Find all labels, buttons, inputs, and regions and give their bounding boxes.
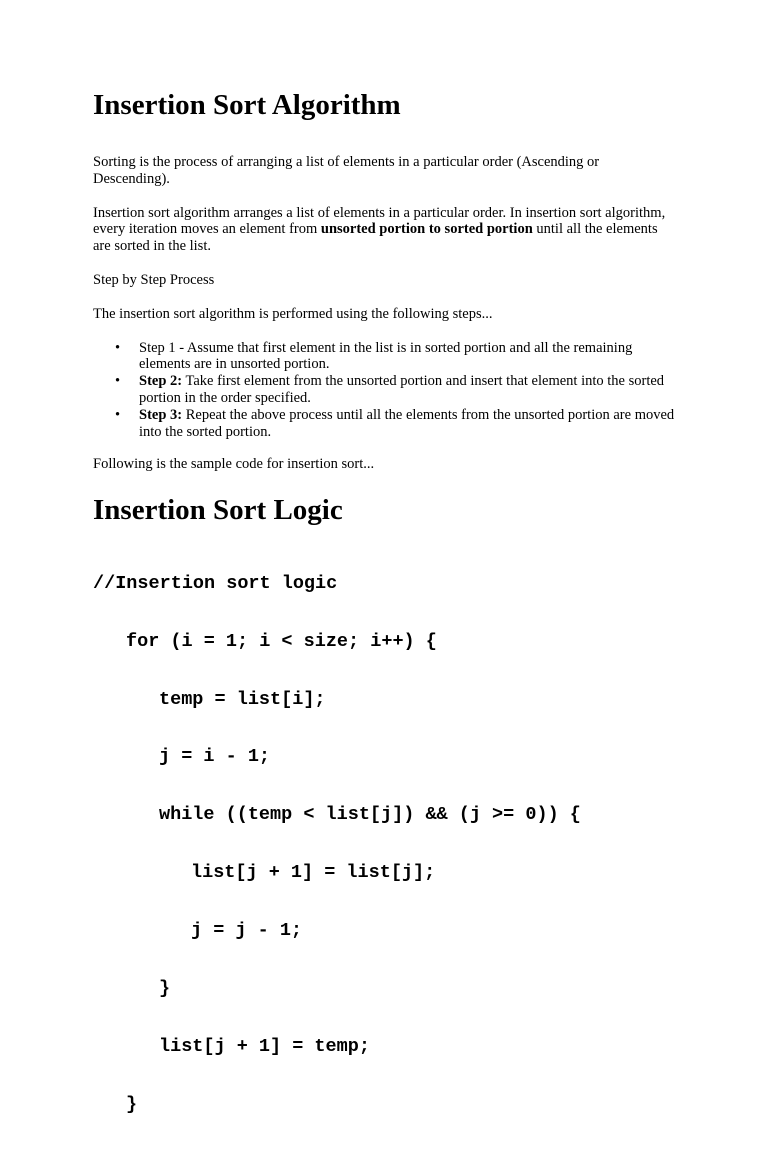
steps-intro-paragraph: The insertion sort algorithm is performed using the following steps... xyxy=(93,305,493,322)
description-text-end: until all the elements are sorted in the list. xyxy=(93,221,658,255)
code-line: //Insertion sort logic xyxy=(93,572,338,594)
code-line: j = j - 1; xyxy=(191,920,303,942)
step-heading: Step by Step Process xyxy=(93,271,215,288)
code-line: list[j + 1] = temp; xyxy=(159,1035,370,1057)
document-page xyxy=(93,86,678,1153)
step-label: Step 3: xyxy=(139,406,183,423)
sample-intro-paragraph: Following is the sample code for insertion sort... xyxy=(93,456,375,473)
code-line: j = i - 1; xyxy=(159,746,271,768)
page-title: Insertion Sort Algorithm xyxy=(93,89,401,121)
step-text: Repeat the above process until all the elements from the unsorted portion are moved into the sorted portion. xyxy=(139,406,675,440)
list-item xyxy=(139,373,678,407)
description-emphasis: unsorted portion to sorted portion xyxy=(320,221,533,238)
description-paragraph xyxy=(93,205,678,255)
description-text-start: Insertion sort algorithm arranges a list of elements in a particular order. In insertion sort algorithm, every iteration moves an element from xyxy=(93,204,666,238)
code-line: list[j + 1] = list[j]; xyxy=(191,862,436,884)
step-label: Step 2: xyxy=(139,373,183,390)
step-text: Take first element from the unsorted portion and insert that element into the sorted portion in the order specified. xyxy=(139,373,665,406)
intro-paragraph: Sorting is the process of arranging a list of elements in a particular order (Ascending or Descending). xyxy=(93,154,600,187)
steps-list xyxy=(93,340,678,441)
code-line: temp = list[i]; xyxy=(159,688,326,710)
code-block xyxy=(93,535,678,1153)
code-line: while ((temp < list[j]) && (j >= 0)) { xyxy=(159,804,581,826)
list-item xyxy=(139,340,678,374)
code-line: } xyxy=(159,977,171,999)
code-line: } xyxy=(126,1093,138,1115)
section-heading: Insertion Sort Logic xyxy=(93,494,343,527)
list-item xyxy=(139,407,678,441)
code-line: for (i = 1; i < size; i++) { xyxy=(126,630,437,652)
step-text: Step 1 - Assume that first element in the list is in sorted portion and all the remaining elements are in unsorted portion. xyxy=(139,339,633,373)
